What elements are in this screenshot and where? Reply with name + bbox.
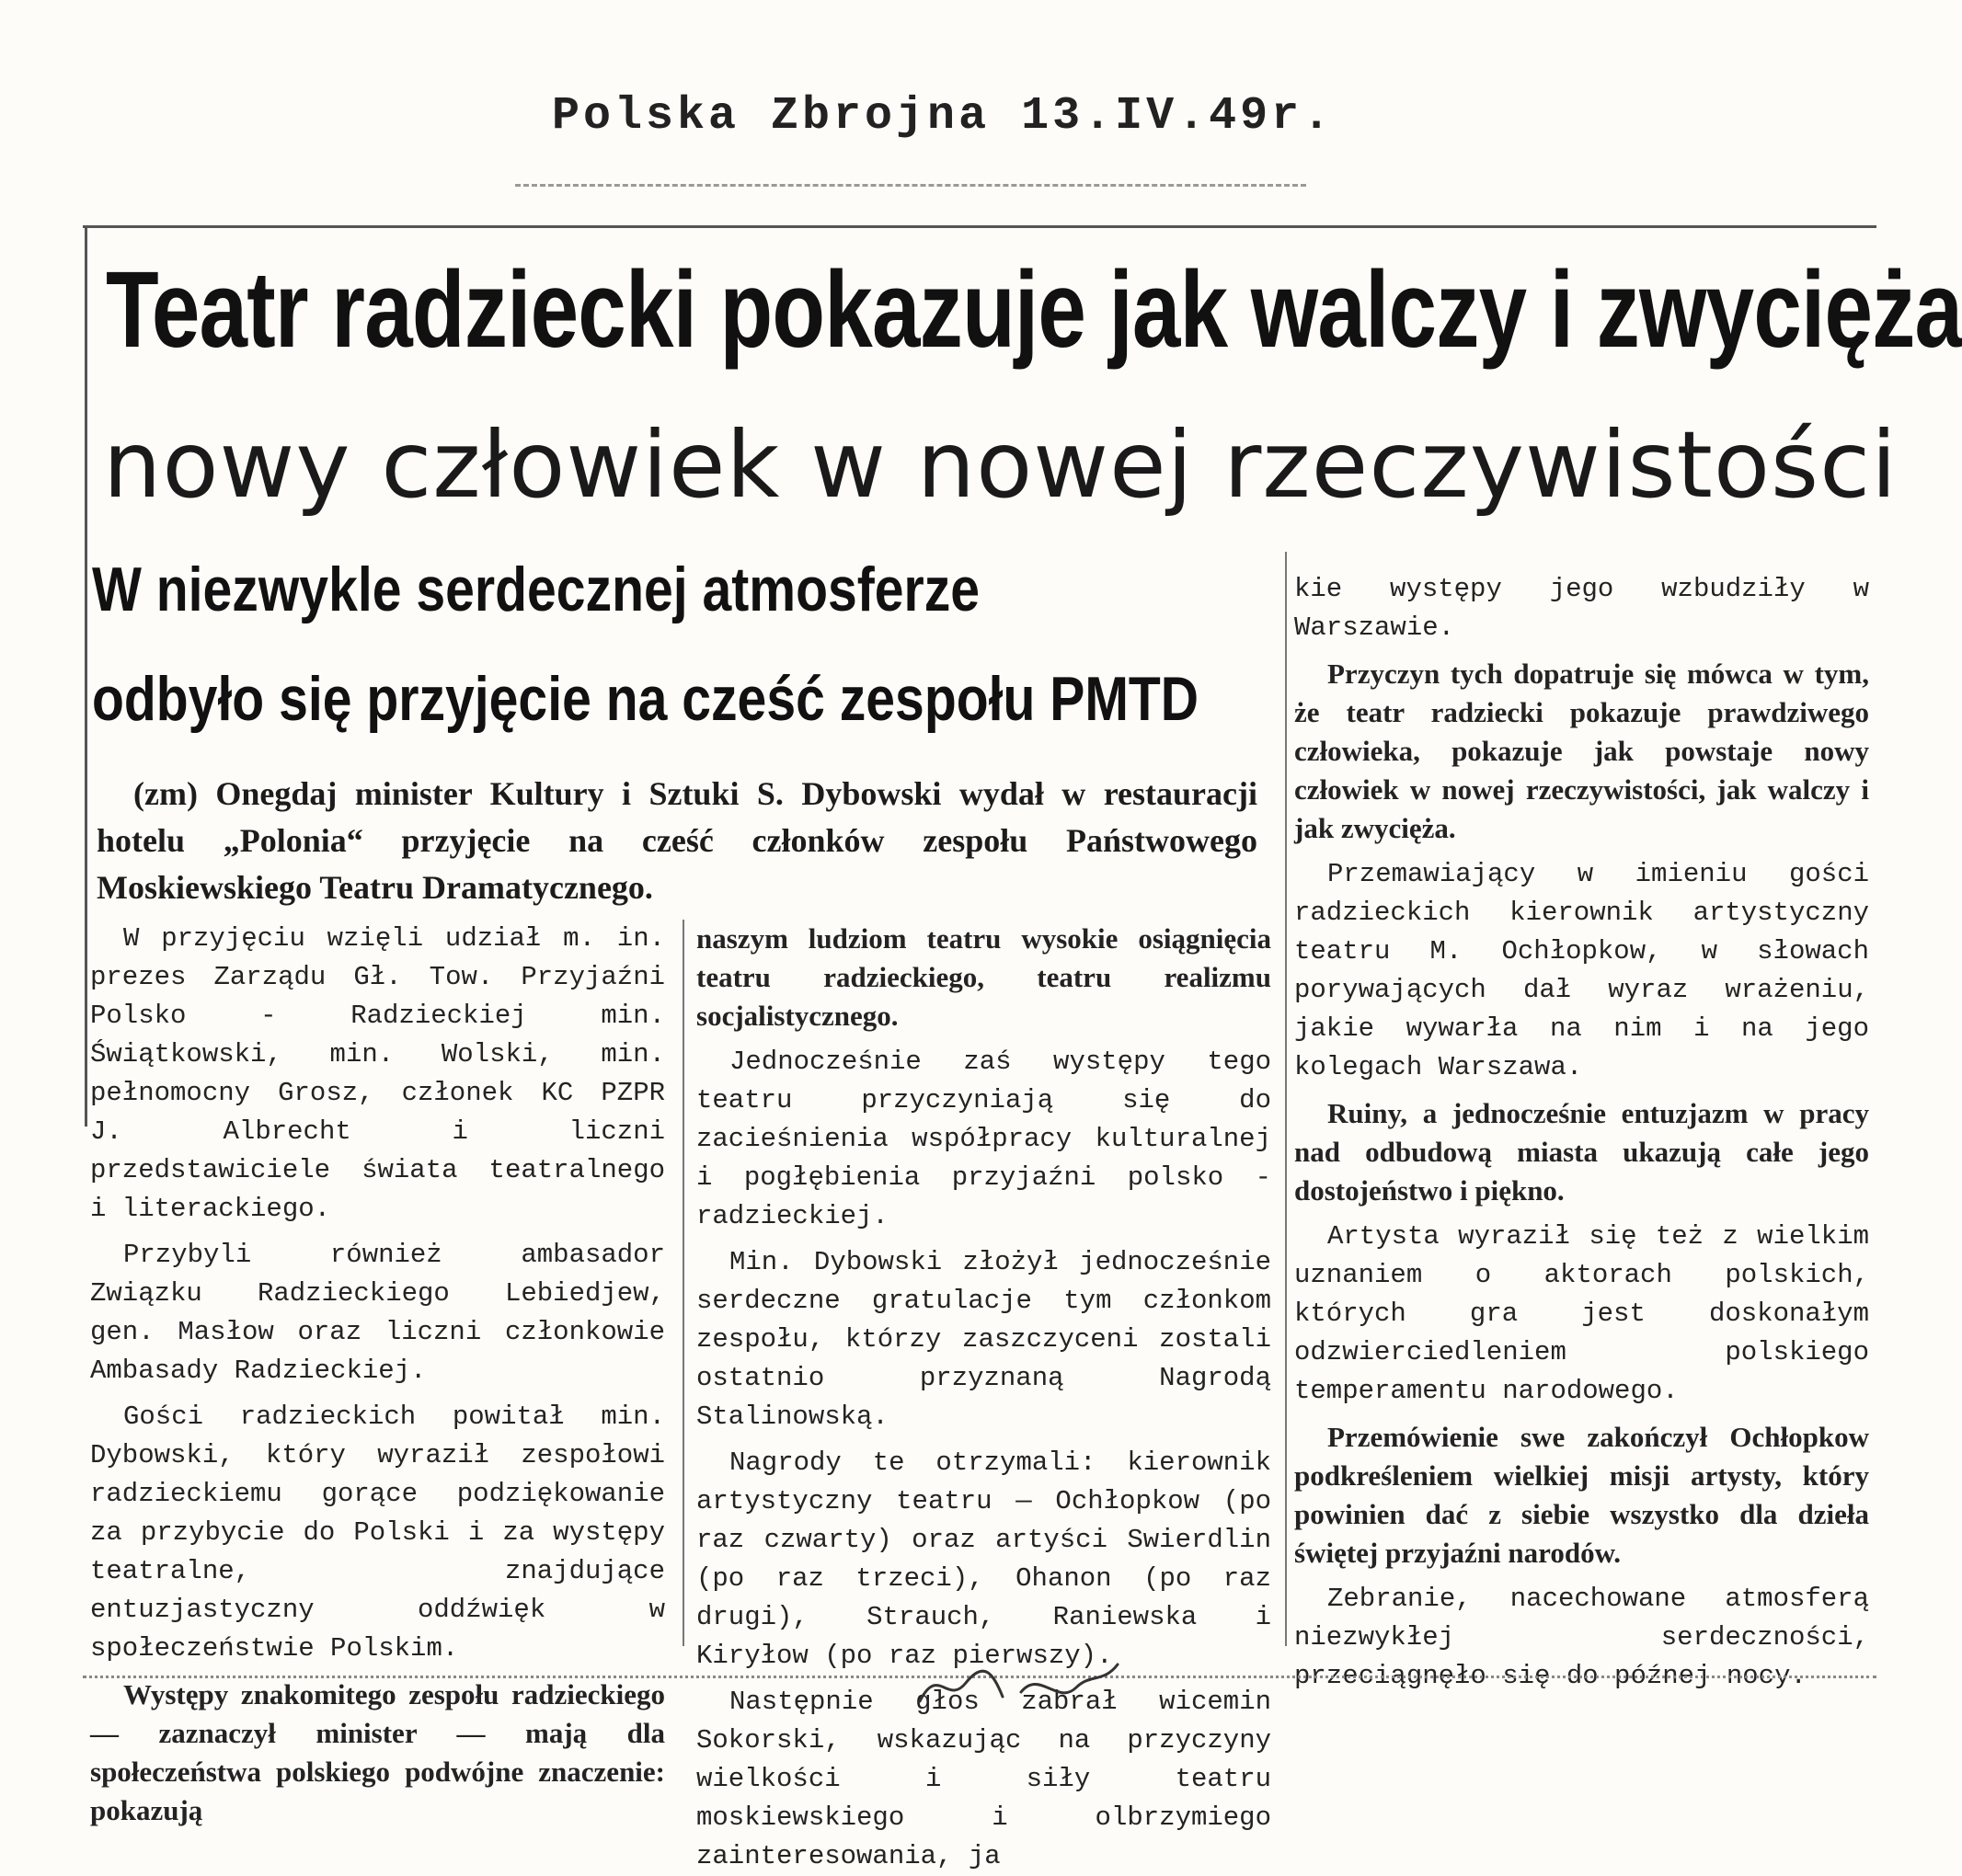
article-column-2 [696,920,1271,1871]
deck-headline: nowy człowiek w nowej rzeczywistości [103,411,1898,519]
column-1-paragraph: Gości radzieckich powitał min. Dybowski, który wyraził zespołowi radzieckiemu gorące podziękowanie za przybycie do Polski i za występy teatralne, znajdujące entuzjastyczny oddźwięk w społeczeństwie Polskim. [90,1401,665,1664]
article-column-1 [90,920,665,1826]
handwritten-scribble-icon [911,1655,1131,1710]
article-column-3 [1294,570,1869,1691]
column-3-paragraph: Ruiny, a jednocześnie entuzjazm w pracy nad odbudową miasta ukazują całe jego dostojeństwo i piękno. [1294,1097,1869,1207]
column-1-paragraph: Występy znakomitego zespołu radzieckiego — zaznaczył minister — mają dla społeczeństwa polskiego podwójne znaczenie: pokazują [90,1678,665,1826]
headline-rule [83,225,1876,228]
lead-text: (zm) Onegdaj minister Kultury i Sztuki S. Dybowski wydał w restauracji hotelu „Polonia“ przyjęcie na cześć członków zespołu Państwowego Moskiewskiego Teatru Dramatycznego. [97,775,1257,906]
column-3-paragraph: Przemówienie swe zakończył Ochłopkow podkreśleniem wielkiej misji artysty, który powinien dać z siebie wszystko dla dzieła świętej przyjaźni narodów. [1294,1421,1869,1569]
column-1-paragraph: W przyjęciu wzięli udział m. in. prezes Zarządu Gł. Tow. Przyjaźni Polsko - Radzieckiej min. Świątkowski, min. Wolski, min. pełnomocny Grosz, członek KC PZPR J. Albrecht i liczni przedstawiciele świata teatralnego i literackiego. [90,923,665,1224]
column-2-paragraph: Następnie głos zabrał wicemin Sokorski, wskazując na przyczyny wielkości i siły teatru moskiewskiego i olbrzymiego zainteresowania, ja [696,1687,1271,1871]
subheadline-1: W niezwykle serdecznej atmosferze [92,555,981,624]
subheadline-2: odbyło się przyjęcie na cześć zespołu PMTD [92,664,1199,734]
top-divider [515,184,1306,187]
lead-paragraph [97,771,1257,911]
dateline: Polska Zbrojna 13.IV.49r. [552,90,1335,143]
column-2-paragraph: Nagrody te otrzymali: kierownik artystyczny teatru — Ochłopkow (po raz czwarty) oraz artyści Swierdlin (po raz trzeci), Ohanon (po raz drugi), Strauch, Raniewska i Kiryłow (po raz pierwszy). [696,1447,1271,1671]
column-2-paragraph: Jednocześnie zaś występy tego teatru przyczyniają się do zacieśnienia współpracy kulturalnej i pogłębienia przyjaźni polsko - radzieckiej. [696,1047,1271,1231]
left-border-rule [85,225,87,1127]
column-3-paragraph: Artysta wyraził się też z wielkim uznaniem o aktorach polskich, których gra jest doskonałym odzwierciedleniem polskiego temperamentu narodowego. [1294,1221,1869,1406]
headline: Teatr radziecki pokazuje jak walczy i zwycięża [106,249,1962,371]
column-divider-2 [683,920,684,1646]
column-2-paragraph: naszym ludziom teatru wysokie osiągnięcia teatru radzieckiego, teatru realizmu socjalistycznego. [696,922,1271,1032]
column-3-paragraph: kie występy jego wzbudziły w Warszawie. [1294,574,1869,643]
column-1-paragraph: Przybyli również ambasador Związku Radzieckiego Lebiedjew, gen. Masłow oraz liczni członkowie Ambasady Radzieckiej. [90,1240,665,1386]
column-3-paragraph: Przyczyn tych dopatruje się mówca w tym, że teatr radziecki pokazuje prawdziwego człowieka, pokazuje jak powstaje nowy człowiek w nowej rzeczywistości, jak walczy i jak zwycięża. [1294,658,1869,844]
column-2-paragraph: Min. Dybowski złożył jednocześnie serdeczne gratulacje tym członkom zespołu, którzy zaszczyceni zostali ostatnio przyznaną Nagrodą Stalinowską. [696,1247,1271,1432]
column-divider-3 [1285,552,1287,1646]
column-3-paragraph: Zebranie, nacechowane atmosferą niezwykłej serdeczności, przeciągnęło się do późnej nocy. [1294,1584,1869,1691]
column-3-paragraph: Przemawiający w imieniu gości radzieckich kierownik artystyczny teatru M. Ochłopkow, w słowach porywających dał wyraz wrażeniu, jakie wywarła na nim i na jego kolegach Warszawa. [1294,859,1869,1082]
